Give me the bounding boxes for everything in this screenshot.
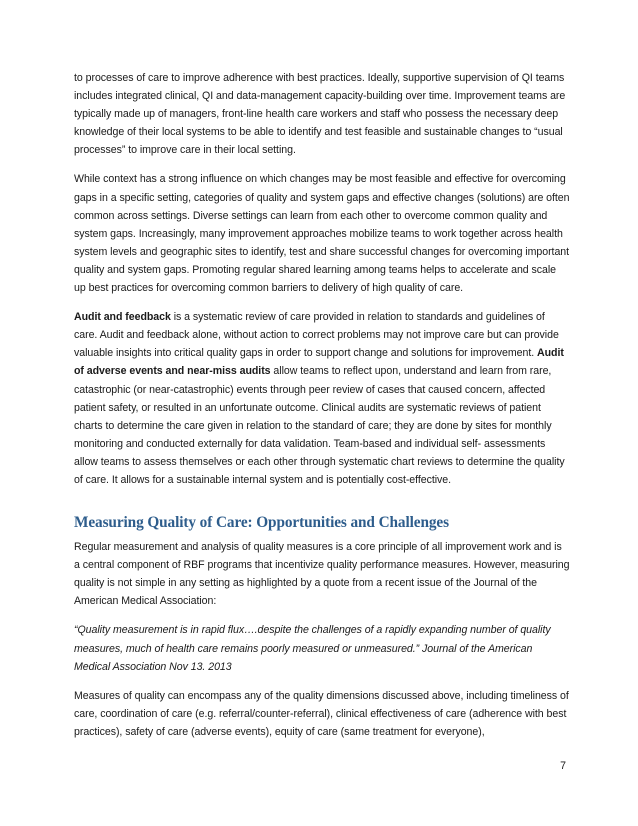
paragraph-measurement: Regular measurement and analysis of quality measures is a core principle of all improvement work and is a central component of RBF programs that incentivize quality performance measures. However, measuring quality is not simple in any setting as highlighted by a quote from a recent issue of the Journal of the American Medical Association: — [74, 541, 570, 608]
audit-text-2: allow teams to reflect upon, understand and learn from rare, catastrophic (or near-catastrophic) events through peer review of cases that caused concern, affected patient safety, or resulted in an unfortunate outcome. Clinical audits are systematic reviews of patient charts to determine the care given in relation to the standard of care; they are done by sites for monthly monitoring and conducted externally for data validation. Team-based and individual self- assessments allow teams to assess themselves or each other through systematic chart reviews to determine the quality of care. It allows for a sustainable internal system and is potentially cost-effective. — [74, 365, 565, 486]
term-audit-feedback: Audit and feedback — [74, 311, 171, 324]
paragraph-context: While context has a strong influence on which changes may be most feasible and effective for overcoming gaps in a specific setting, categories of quality and system gaps and effective changes (solutions) are often common across settings. Diverse settings can learn from each other to overcome common quality and system gaps. Increasingly, many improvement approaches mobilize teams to work together across health system levels and geographic sites to identify, test and share successful changes for overcoming important quality and system gaps. Promoting regular shared learning among teams helps to accelerate and scale up best practices for overcoming common barriers to delivery of high quality of care. — [74, 173, 570, 295]
paragraph-supervision: to processes of care to improve adherence with best practices. Ideally, supportive supervision of QI teams includes integrated clinical, QI and data-management capacity-building over time. Improvement teams are typically made up of managers, front-line health care workers and staff who possess the necessary deep knowledge of their local systems to be able to identify and test feasible and sustainable changes to “usual processes” to improve care in their local setting. — [74, 72, 566, 157]
section-heading: Measuring Quality of Care: Opportunities and Challenges — [74, 514, 449, 532]
term-adverse-events: Audit of adverse events and near-miss audits — [74, 347, 564, 378]
jama-quote: “Quality measurement is in rapid flux….despite the challenges of a rapidly expanding number of quality measures, much of health care remains poorly measured or unmeasured.” Journal of the American Medical Association Nov 13. 2013 — [74, 624, 551, 673]
paragraph-measures: Measures of quality can encompass any of the quality dimensions discussed above, including timeliness of care, coordination of care (e.g. referral/counter-referral), clinical effectiveness of care (adherence with best practices), safety of care (adverse events), equity of care (same treatment for everyone), — [74, 689, 569, 738]
audit-text-1: is a systematic review of care provided in relation to standards and guidelines of care. Audit and feedback alone, without action to correct problems may not improve care but can provide valuable insights into critical quality gaps in order to support change and solutions for improvement. — [74, 311, 559, 360]
page-body — [74, 69, 570, 752]
paragraph-audit — [74, 308, 570, 489]
page-number: 7 — [560, 760, 566, 772]
